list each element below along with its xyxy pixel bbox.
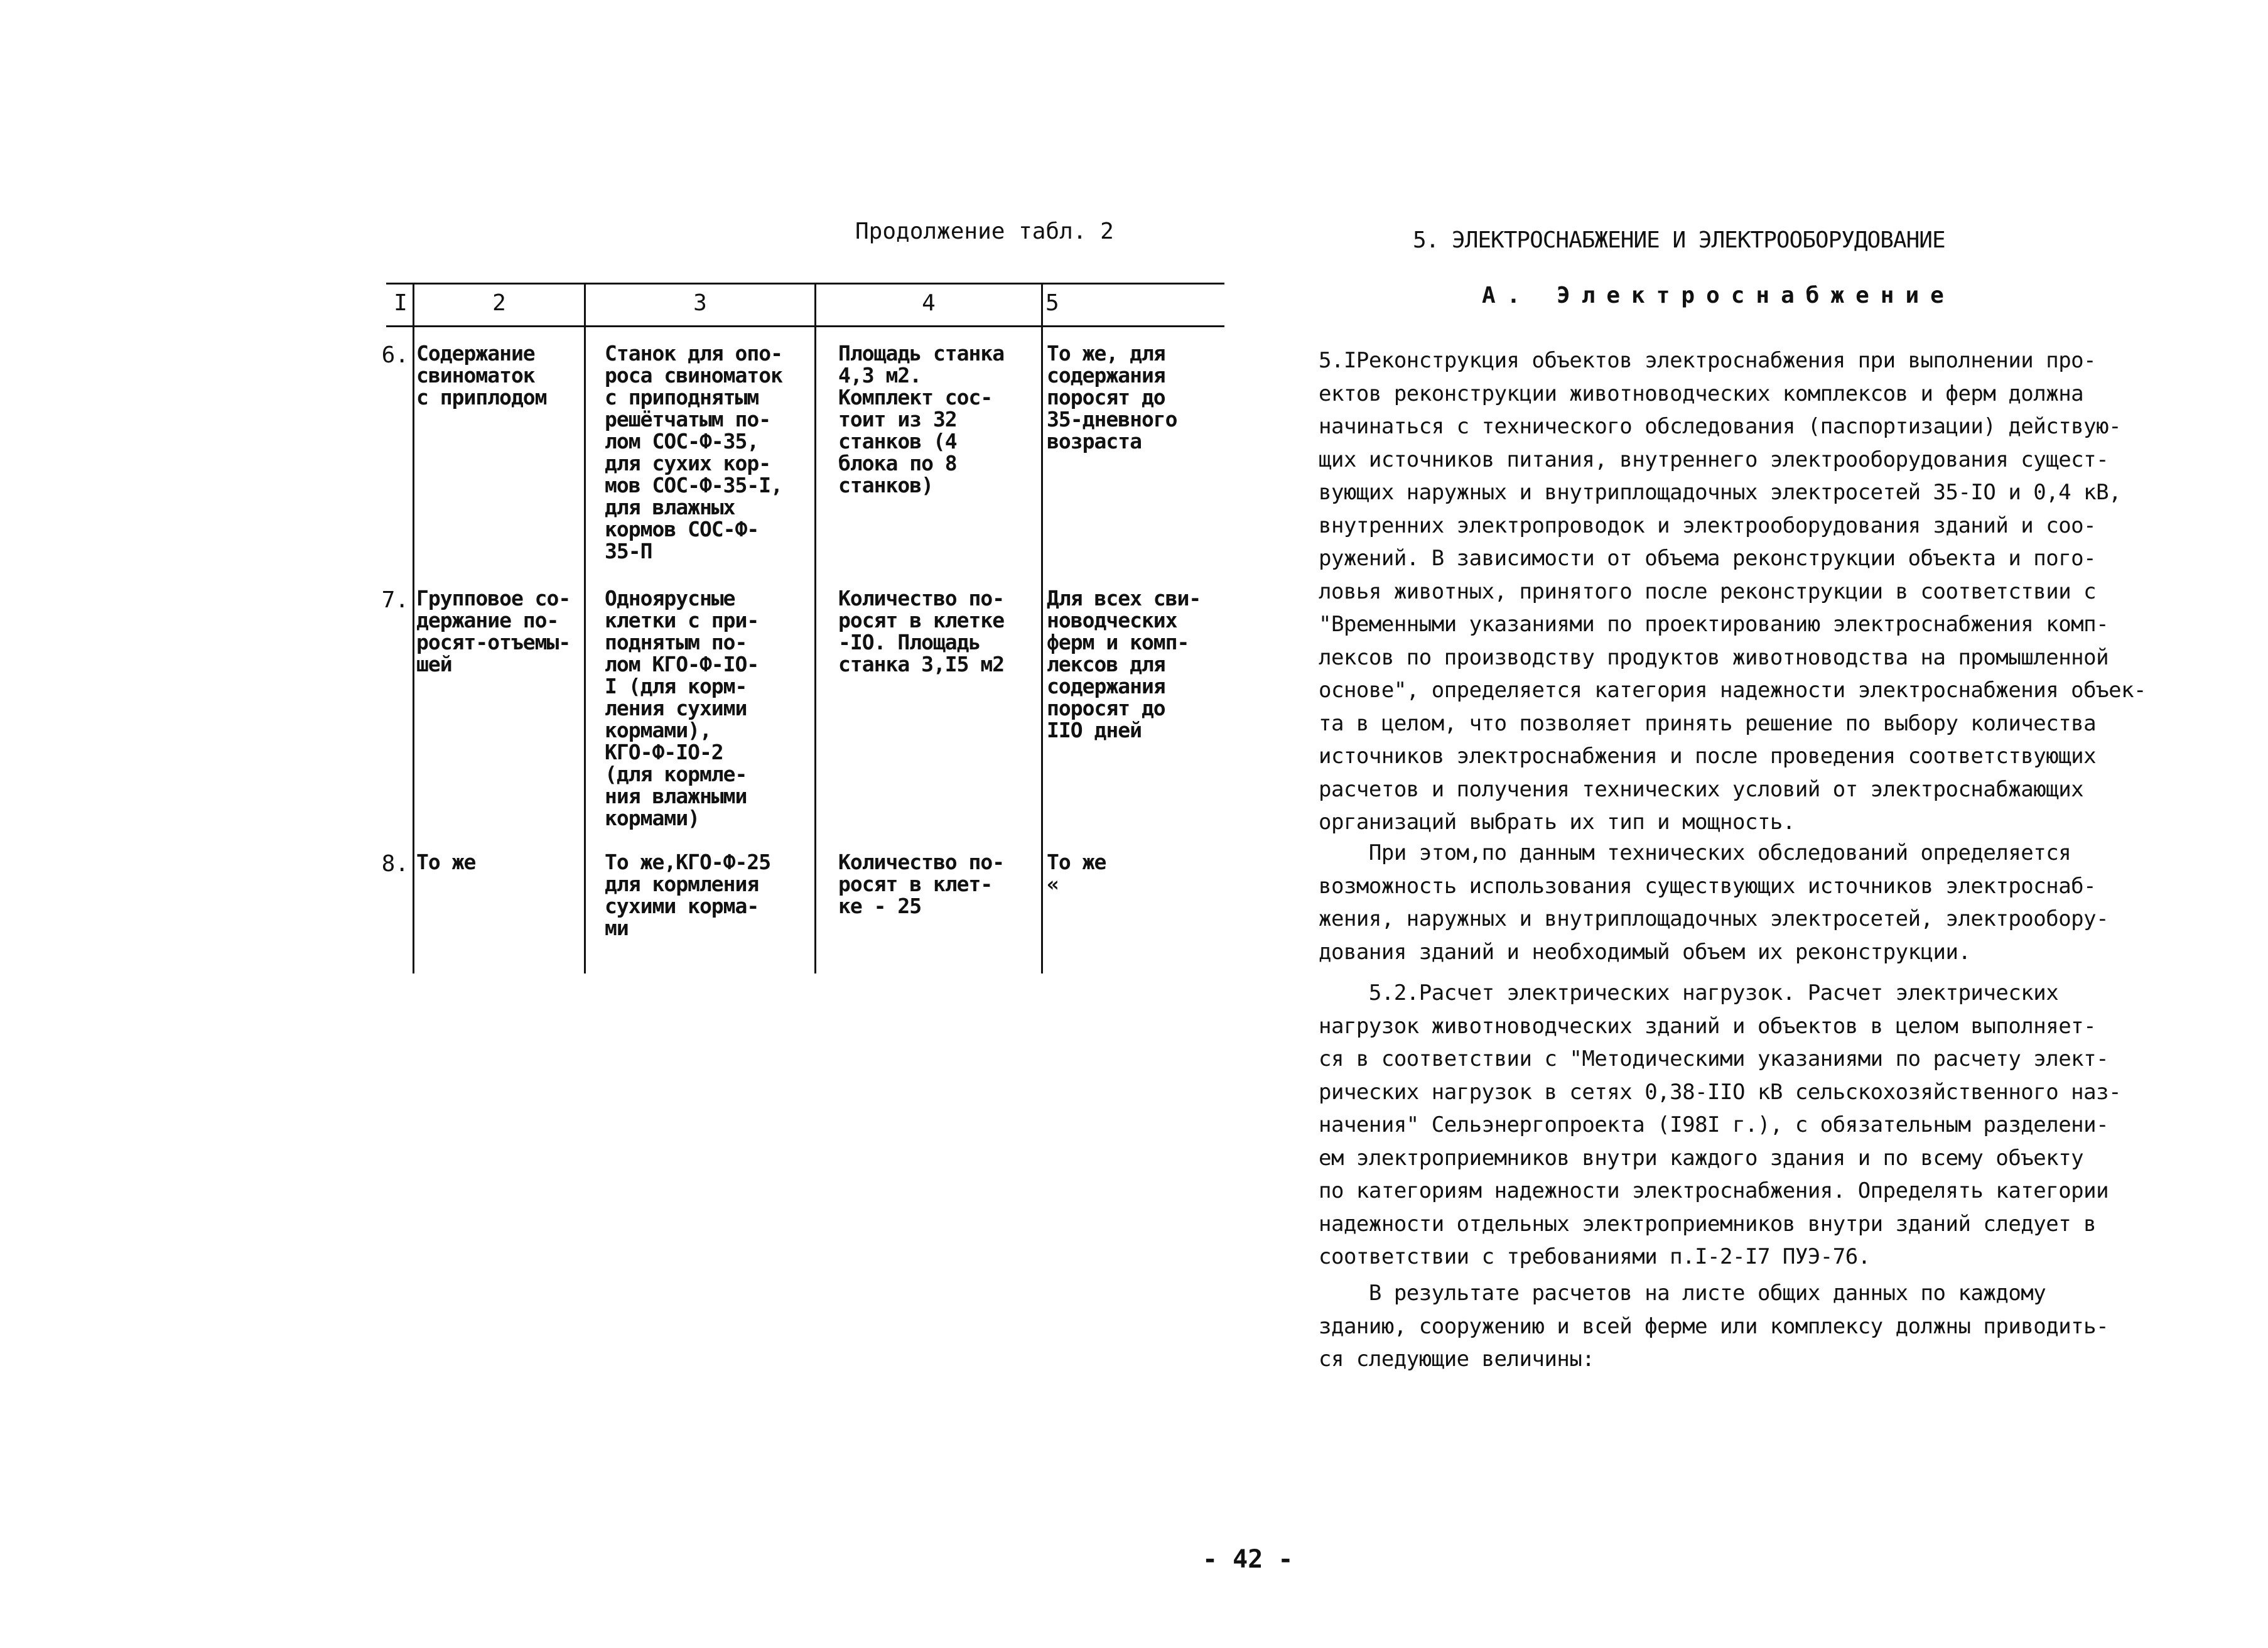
table-cell: Одноярусные клетки с при- поднятым по- лом КГО-Ф-IO- I (для корм- ления сухими кормами), КГО-Ф-IO-2 (для кормле- ния влажными кормами)	[605, 586, 759, 830]
paragraph-results: В результате расчетов на листе общих данных по каждому зданию, сооружению и всей ферме или комплексу должны приводить- ся следующие величины:	[1319, 1281, 2109, 1372]
table-cell: Количество по- росят в клетке -IO. Площадь станка 3,I5 м2	[838, 586, 1005, 676]
row-number: 7.	[381, 587, 409, 613]
table-cell: То же, для содержания поросят до 35-дневного возраста	[1047, 341, 1177, 453]
table-cell: Групповое со- держание по- росят-отъемы- шей	[416, 586, 571, 676]
table-header-rule	[386, 325, 1224, 327]
col-divider-3	[814, 283, 816, 973]
table-cell: Станок для опо- роса свиноматок с приподнятым решётчатым по- лом СОС-Ф-35, для сухих кор- мов СОС-Ф-35-I, для влажных кормов СОС-Ф- 35-П	[605, 341, 783, 563]
table-cell: То же «	[1047, 850, 1106, 896]
header-col-1: I	[394, 290, 408, 316]
table-cell: Площадь станка 4,3 м2. Комплект сос- тоит из 32 станков (4 блока по 8 станков)	[838, 341, 1005, 497]
header-col-4: 4	[922, 290, 936, 316]
table-cell: То же,КГО-Ф-25 для кормления сухими корма- ми	[605, 850, 771, 940]
subsection-title: А. Электроснабжение	[1482, 283, 1955, 308]
page-number: - 42 -	[1202, 1545, 1293, 1574]
table-caption: Продолжение табл. 2	[855, 219, 1114, 244]
col-divider-4	[1041, 283, 1043, 973]
data-table	[361, 270, 1224, 973]
paragraph-5-1: 5.IРеконструкция объектов электроснабжения при выполнении про- ектов реконструкции животноводческих комплексов и ферм должна начинаться с технического обследования (паспортизации) действую- щих источников питания, внутреннего электрооборудования сущест- вующих наружных и внутриплощадочных электросетей 35-IO и 0,4 кВ, внутренних электропроводок и электрооборудования зданий и соо- ружений. В зависимости от объема реконструкции объекта и пого- ловья животных, принятого после реконструкции в соответствии с "Временными указаниями по проектированию электроснабжения комп- лексов по производству продуктов животноводства на промышленной основе", определяется категория надежности электроснабжения объек- та в целом, что позволяет принять решение по выбору количества источников электроснабжения и после проведения соответствующих расчетов и получения технических условий от электроснабжающих организаций выбрать их тип и мощность.	[1319, 348, 2147, 835]
header-col-2: 2	[492, 290, 506, 316]
header-col-3: 3	[693, 290, 707, 316]
row-number: 6.	[381, 342, 409, 368]
table-cell: Содержание свиноматок с приплодом	[416, 341, 547, 409]
paragraph-survey: При этом,по данным технических обследований определяется возможность использования существующих источников электроснаб- жения, наружных и внутриплощадочных электросетей, электрообору- дования зданий и необходимый объем их реконструкции.	[1319, 840, 2109, 965]
table-cell: Для всех сви- новодческих ферм и комп- лексов для содержания поросят до IIO дней	[1047, 586, 1201, 742]
table-cell: То же	[416, 850, 476, 874]
col-divider-1	[413, 283, 414, 973]
table-cell: Количество по- росят в клет- ке - 25	[838, 850, 1005, 918]
header-col-5: 5	[1045, 290, 1059, 316]
paragraph-5-2: 5.2.Расчет электрических нагрузок. Расчет электрических нагрузок животноводческих зданий и объектов в целом выполняет- ся в соответствии с "Методическими указаниями по расчету элект- рических нагрузок в сетях 0,38-IIO кВ сельскохозяйственного наз- начения" Сельэнергопроекта (I98I г.), с обязательным разделени- ем электроприемников внутри каждого здания и по всему объекту по категориям надежности электроснабжения. Определять категории надежности отдельных электроприемников внутри зданий следует в соответствии с требованиями п.I-2-I7 ПУЭ-76.	[1319, 980, 2122, 1269]
col-divider-2	[584, 283, 586, 973]
row-number: 8.	[381, 851, 409, 877]
table-top-rule	[386, 283, 1224, 285]
section-title: 5. ЭЛЕКТРОСНАБЖЕНИЕ И ЭЛЕКТРООБОРУДОВАНИЕ	[1413, 227, 1945, 253]
